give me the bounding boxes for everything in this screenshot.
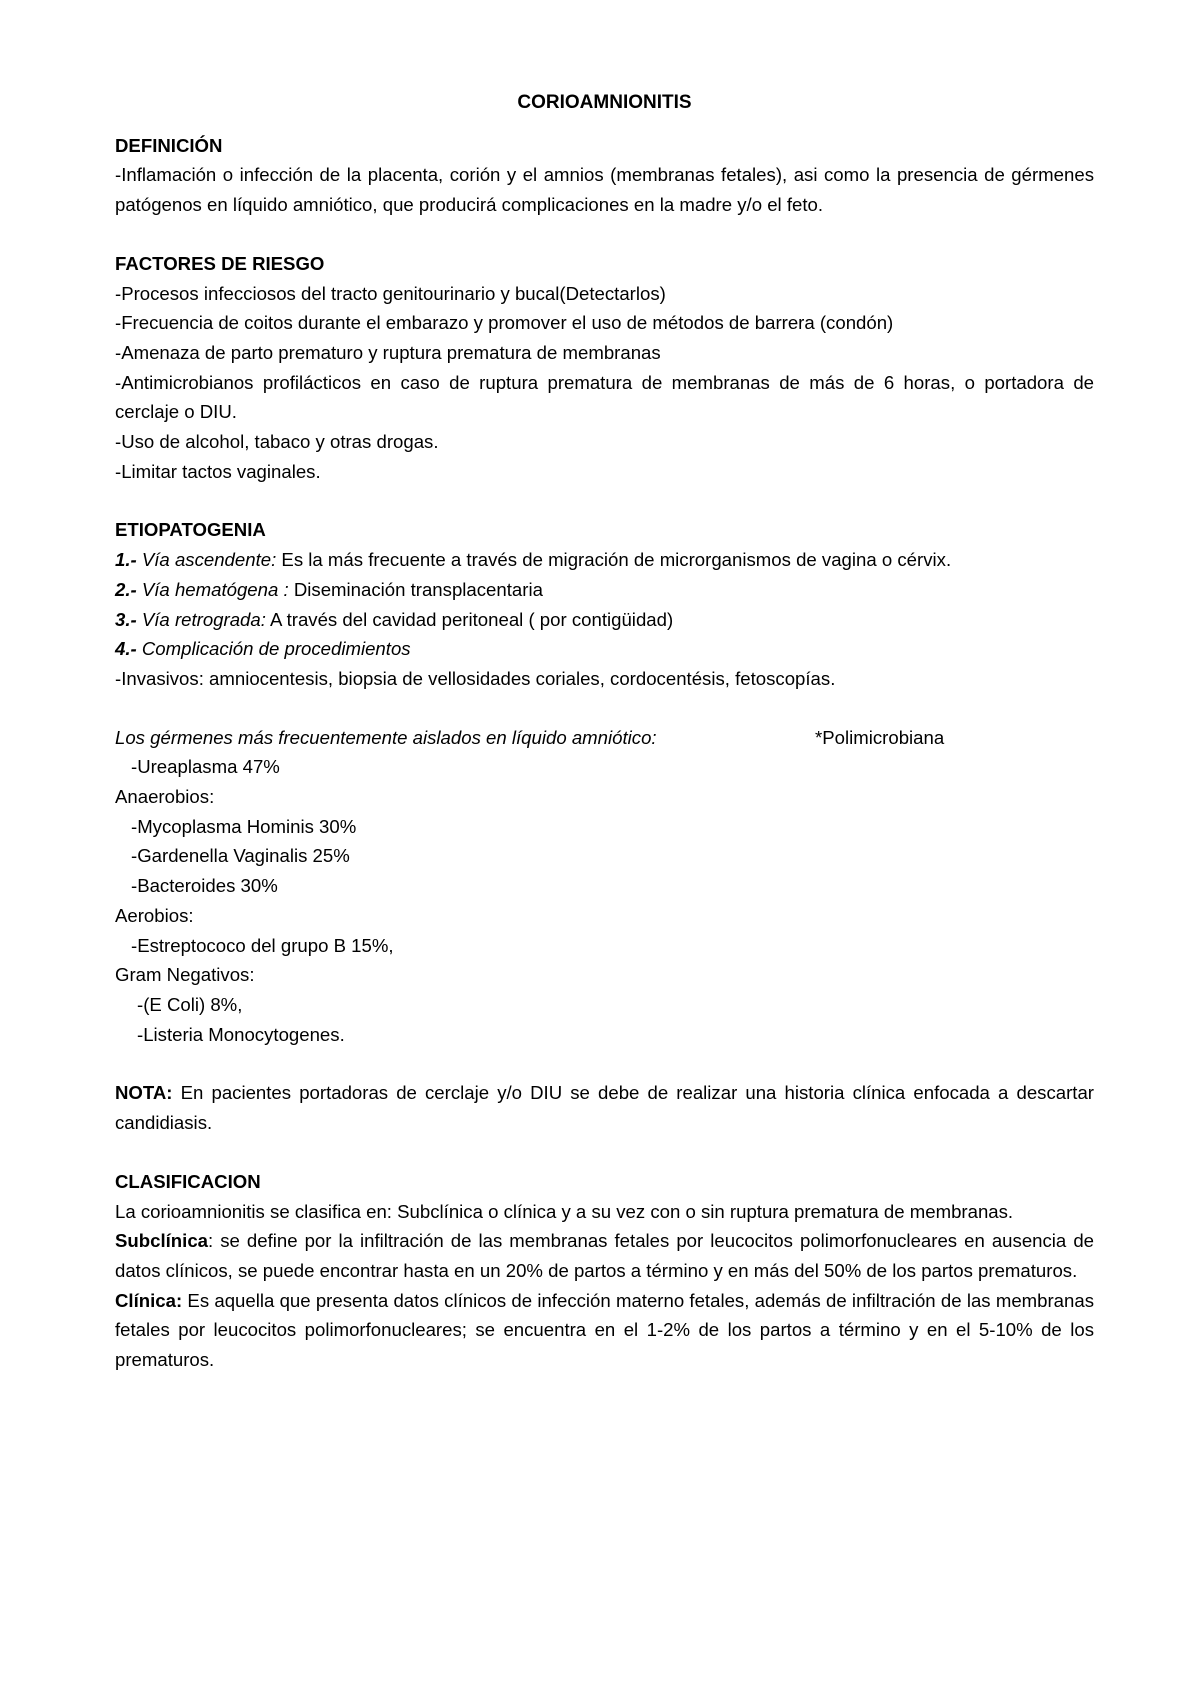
factor-item: -Frecuencia de coitos durante el embarazo y promover el uso de métodos de barrera (condón) [115, 312, 894, 334]
germenes-gram-label: Gram Negativos: [115, 964, 255, 986]
germenes-intro-row [115, 723, 1094, 753]
factor-item: -Limitar tactos vaginales. [115, 460, 321, 482]
list-item: -(E Coli) 8%, [137, 993, 243, 1015]
etio-text: A través del cavidad peritoneal ( por contigüidad) [265, 608, 674, 630]
nota-paragraph [115, 1078, 1094, 1137]
heading-factores: FACTORES DE RIESGO [115, 252, 325, 274]
factor-item: -Uso de alcohol, tabaco y otras drogas. [115, 431, 439, 453]
factor-item: -Antimicrobianos profilácticos en caso de ruptura prematura de membranas de más de 6 horas, o portadora de cerclaje o DIU. [115, 371, 1094, 423]
document-title: CORIOAMNIONITIS [517, 92, 692, 113]
subclinica-label: Subclínica [115, 1230, 208, 1252]
list-item: -Listeria Monocytogenes. [137, 1023, 345, 1045]
germenes-anaerobios-label: Anaerobios: [115, 786, 215, 808]
etio-label: Vía retrograda: [136, 608, 266, 630]
list-item: -Gardenella Vaginalis 25% [131, 845, 350, 867]
heading-etiopatogenia: ETIOPATOGENIA [115, 519, 266, 541]
list-item: -Estreptococo del grupo B 15%, [131, 934, 394, 956]
etio-num: 3.- [115, 608, 137, 630]
etio-label: Complicación de procedimientos [136, 638, 411, 660]
definicion-text: -Inflamación o infección de la placenta, corión y el amnios (membranas fetales), asi como la presencia de gérmenes patógenos en líquido amniótico, que producirá complicaciones en la madre y/o el feto. [115, 164, 1094, 216]
etio-label: Vía ascendente: [136, 549, 277, 571]
etio-text: Es la más frecuente a través de migración de microrganismos de vagina o cérvix. [276, 549, 952, 571]
clinica-paragraph [115, 1286, 1094, 1375]
subclinica-text: : se define por la infiltración de las membranas fetales por leucocitos polimorfonucleares en ausencia de datos clínicos, se puede encontrar hasta en un 20% de partos a término y en más del 50% de los partos prematuros. [115, 1230, 1094, 1281]
etio-text: Diseminación transplacentaria [288, 578, 543, 600]
heading-definicion: DEFINICIÓN [115, 134, 223, 156]
list-item: -Mycoplasma Hominis 30% [131, 815, 357, 837]
factor-item: -Procesos infecciosos del tracto genitourinario y bucal(Detectarlos) [115, 282, 666, 304]
etio-item-4 [115, 634, 1094, 664]
etio-invasivos: -Invasivos: amniocentesis, biopsia de vellosidades coriales, cordocentésis, fetoscopías. [115, 667, 836, 689]
etio-num: 1.- [115, 549, 137, 571]
etio-label: Vía hematógena : [136, 578, 289, 600]
etio-item-2 [115, 575, 1094, 605]
etio-item-3 [115, 605, 1094, 635]
germenes-note: *Polimicrobiana [815, 726, 945, 748]
etio-item-1 [115, 545, 1094, 575]
etio-num: 4.- [115, 638, 137, 660]
etio-num: 2.- [115, 578, 137, 600]
clinica-label: Clínica: [115, 1289, 183, 1311]
germenes-aerobios-label: Aerobios: [115, 904, 194, 926]
list-item: -Ureaplasma 47% [131, 756, 280, 778]
list-item: -Bacteroides 30% [131, 875, 278, 897]
nota-text: En pacientes portadoras de cerclaje y/o DIU se debe de realizar una historia clínica enfocada a descartar candidiasis. [115, 1082, 1094, 1134]
subclinica-paragraph [115, 1226, 1094, 1285]
nota-label: NOTA: [115, 1082, 173, 1104]
heading-clasificacion: CLASIFICACION [115, 1170, 261, 1192]
clasificacion-intro: La corioamnionitis se clasifica en: Subclínica o clínica y a su vez con o sin ruptura prematura de membranas. [115, 1200, 1014, 1222]
factor-item: -Amenaza de parto prematuro y ruptura prematura de membranas [115, 341, 661, 363]
germenes-intro: Los gérmenes más frecuentemente aislados en líquido amniótico: [115, 726, 657, 748]
clinica-text: Es aquella que presenta datos clínicos de infección materno fetales, además de infiltración de las membranas fetales por leucocitos polimorfonucleares; se encuentra en el 1-2% de los partos a término y en el 5-10% de los prematuros. [115, 1289, 1094, 1371]
